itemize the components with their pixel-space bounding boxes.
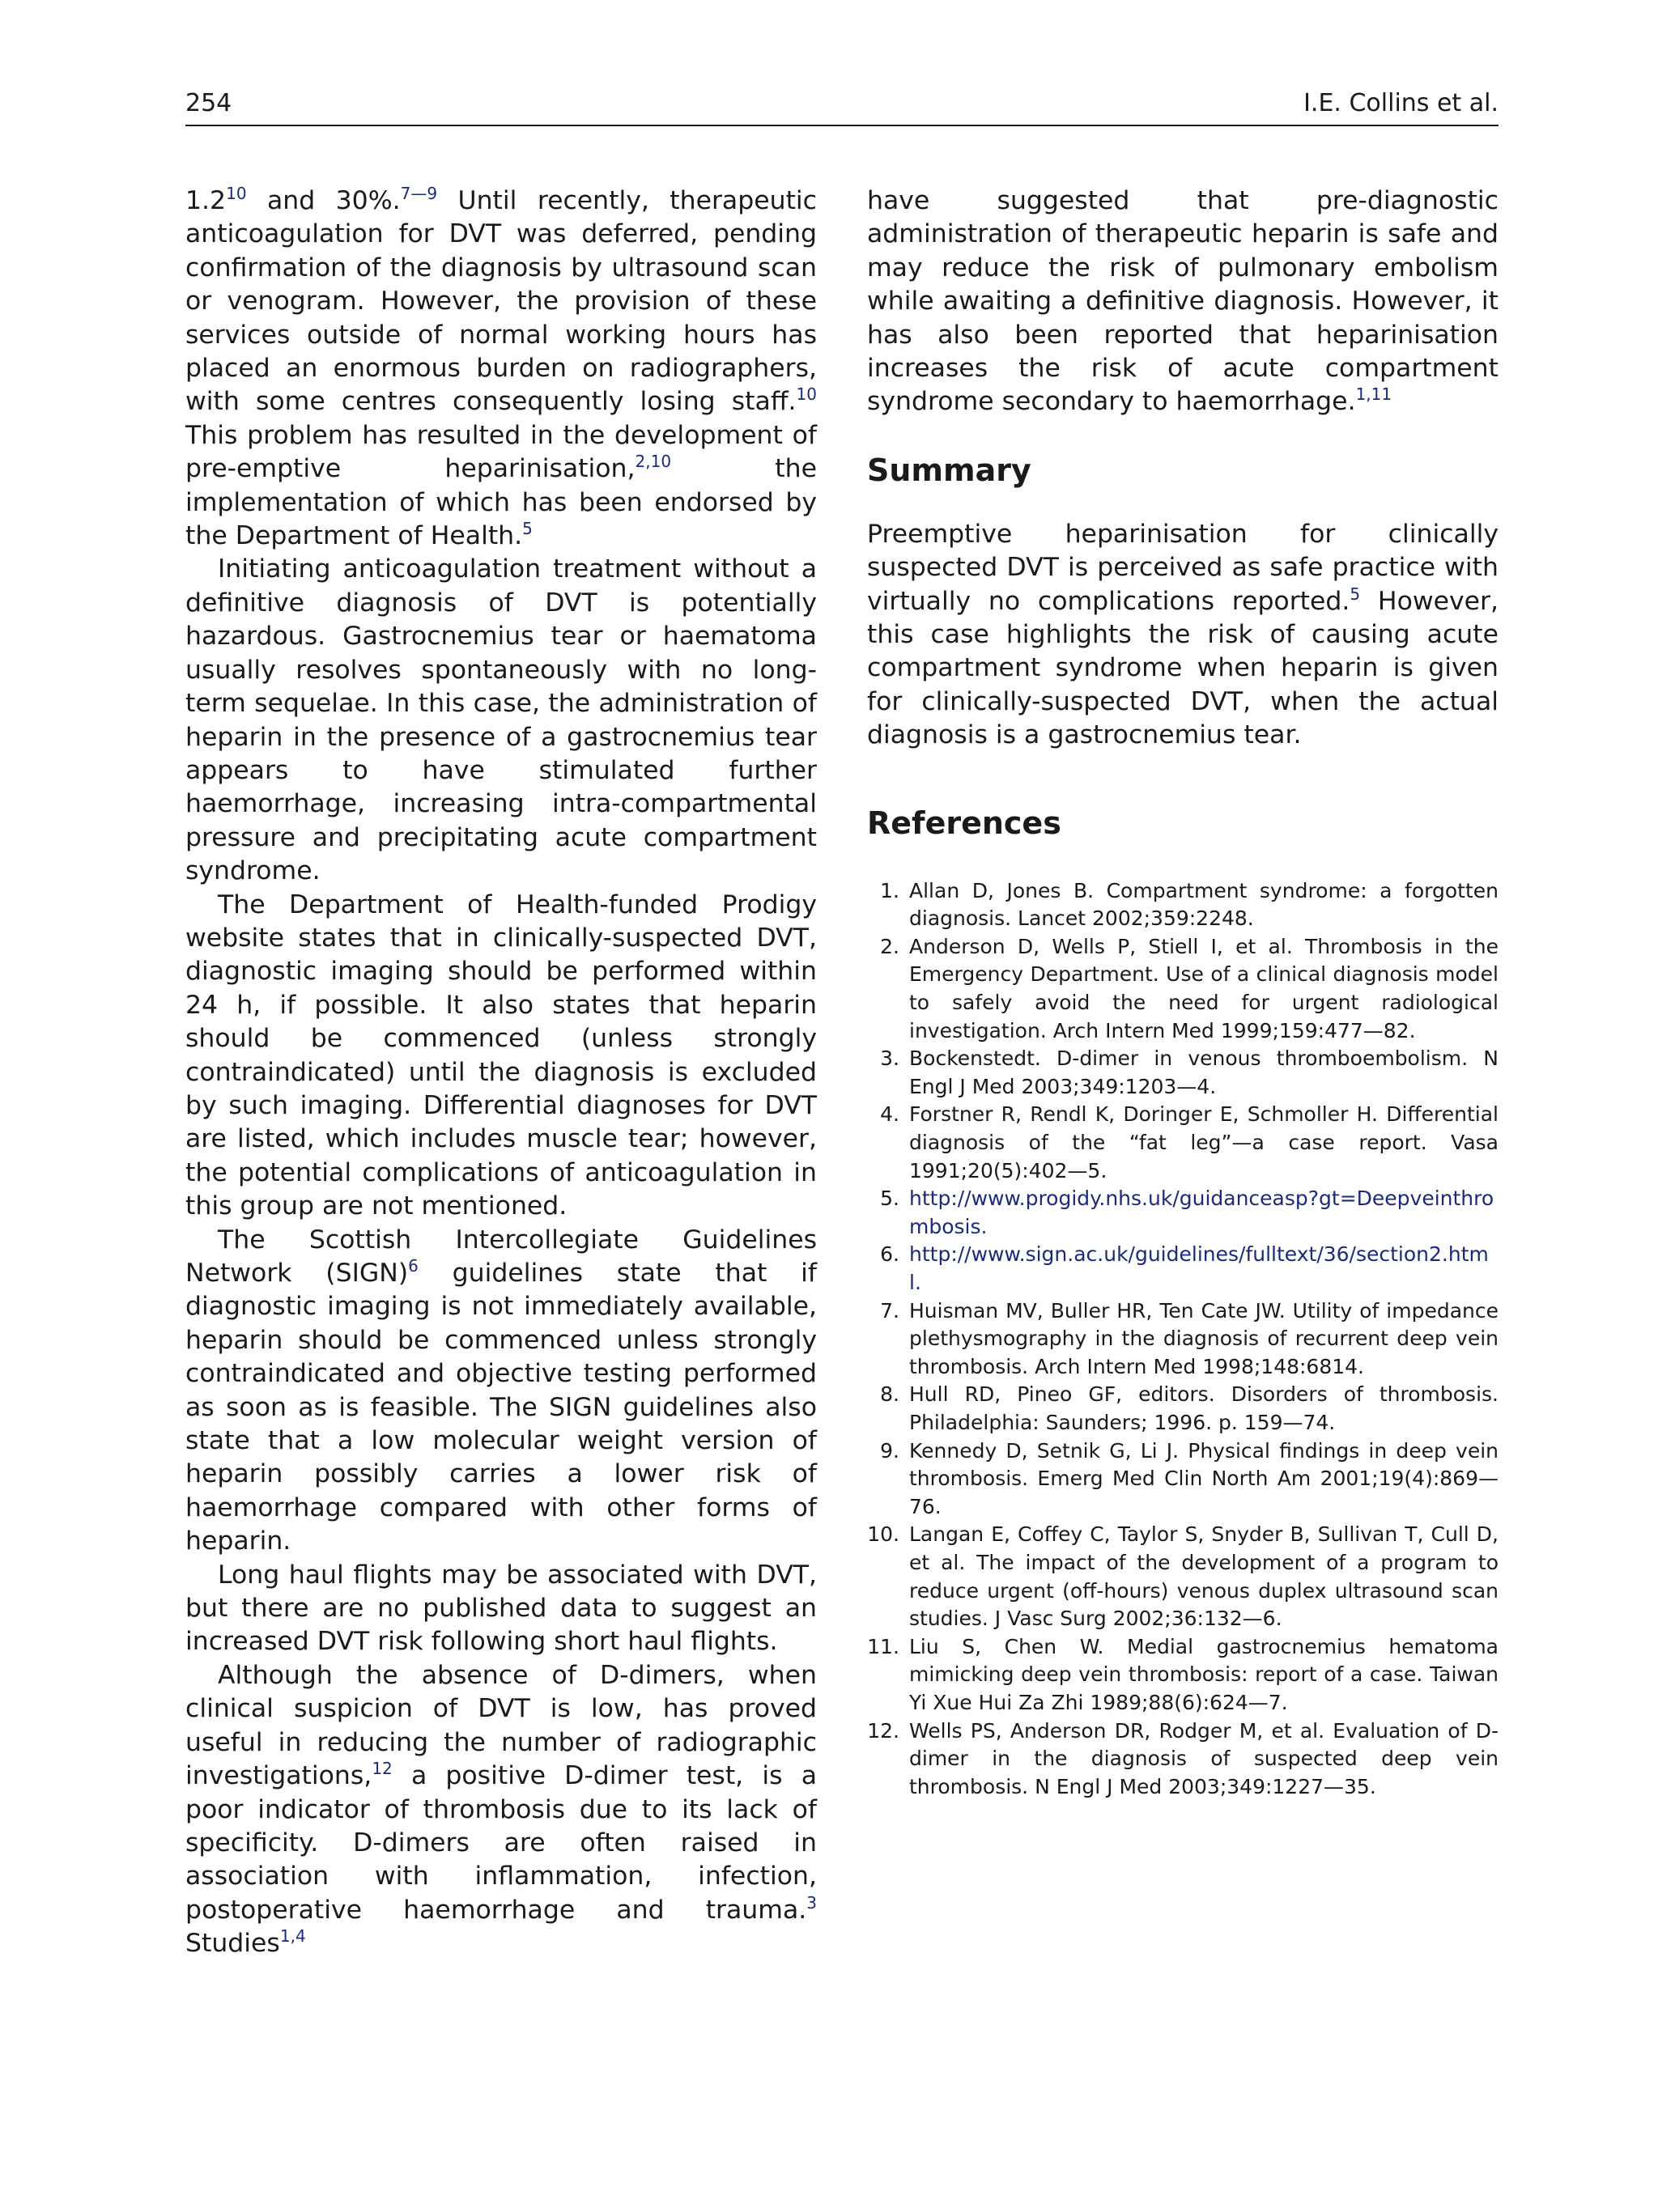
citation-link[interactable]: 10 [796,384,817,405]
reference-number: 2. [880,934,899,958]
citation-link[interactable]: 3 [806,1892,817,1913]
paragraph: Long haul flights may be associated with DVT, but there are no published data to suggest an increased DVT risk following short haul flights. [185,1560,817,1657]
text: and 30%. [246,186,401,215]
text: Preemptive heparinisation for clinically suspected DVT is perceived as safe practice with virtually no complications reported. [867,519,1499,616]
text: The Scottish Intercollegiate Guidelines Network (SIGN) [185,1225,817,1288]
reference-number: 3. [880,1047,899,1071]
paragraph: The Department of Health-funded Prodigy website states that in clinically-suspected DVT, diagnostic imaging should be performed within 24 h, if possible. It also states that heparin should be commenced (unless strongly contraindicated) until the diagnosis is excluded by such imaging. Differential diagnoses for DVT are listed, which includes muscle tear; however, the potential complications of anticoagulation in this group are not mentioned. [185,889,817,1221]
reference-number: 1. [880,878,899,902]
reference-text: Kennedy D, Setnik G, Li J. Physical findings in deep vein thrombosis. Emerg Med Clin North Am 2001;19(4):869—76. [909,1438,1499,1518]
text: have suggested that pre-diagnostic administration of therapeutic heparin is safe and may reduce the risk of pulmonary embolism while awaiting a definitive diagnosis. However, it has also been reported that heparinisation increases the risk of acute compartment syndrome secondary to haemorrhage. [867,186,1499,417]
reference-number: 11. [867,1634,899,1658]
references-heading: References [867,805,1061,841]
reference-number: 5. [880,1187,899,1211]
summary-paragraph [867,518,1499,753]
reference-text: Forstner R, Rendl K, Doringer E, Schmoller H. Differential diagnosis of the “fat leg”—a case report. Vasa 1991;20(5):402—5. [909,1102,1499,1182]
reference-number: 6. [880,1242,899,1267]
reference-text: Liu S, Chen W. Medial gastrocnemius hematoma mimicking deep vein thrombosis: report of a case. Taiwan Yi Xue Hui Za Zhi 1989;88(6):624—7. [909,1634,1499,1714]
paragraph [867,185,1499,419]
reference-item [867,1381,1499,1437]
page-number: 254 [185,89,232,117]
reference-text: Allan D, Jones B. Compartment syndrome: a forgotten diagnosis. Lancet 2002;359:2248. [909,878,1499,931]
citation-link[interactable]: 10 [226,184,247,203]
text: guidelines state that if diagnostic imaging is not immediately available, heparin should be commenced unless strongly contraindicated and objective testing performed as soon as is feasible. The SIGN guidelines also state that a low molecular weight version of heparin possibly carries a lower risk of haemorrhage compared with other forms of heparin. [185,1259,817,1556]
citation-link[interactable]: 5 [1350,584,1361,604]
reference-number: 4. [880,1102,899,1127]
text: Until recently, therapeutic anticoagulation for DVT was deferred, pending confirmation of the diagnosis by ultrasound scan or venogram. However, the provision of these services outside of normal working hours has placed an enormous burden on radiographers, with some centres consequently losing staff. [185,186,817,417]
reference-item [867,1297,1499,1382]
reference-number: 7. [880,1298,899,1323]
reference-item [867,1521,1499,1632]
reference-text: Langan E, Coffey C, Taylor S, Snyder B, Sullivan T, Cull D, et al. The impact of the development of a program to reduce urgent (off-hours) venous duplex ultrasound scan studies. J Vasc Surg 2002;36:132—6. [909,1522,1499,1631]
reference-url-link[interactable]: http://www.progidy.nhs.uk/guidanceasp?gt=Deepveinthrombosis. [909,1187,1494,1238]
citation-link[interactable]: 1,11 [1355,384,1392,405]
paragraph [185,1224,817,1559]
citation-link[interactable]: 7—9 [400,184,438,203]
summary-heading: Summary [867,452,1031,488]
left-column [185,185,817,1961]
paragraph [185,185,817,553]
running-authors: I.E. Collins et al. [1303,89,1499,117]
text: However, this case highlights the risk of causing acute compartment syndrome when heparin is given for clinically-suspected DVT, when the actual diagnosis is a gastrocnemius tear. [867,586,1499,750]
citation-link[interactable]: 1,4 [279,1926,306,1947]
reference-item [867,1241,1499,1297]
citation-link[interactable]: 5 [522,519,533,539]
paragraph [185,1659,817,1961]
text: Studies [185,1929,280,1959]
reference-text: Huisman MV, Buller HR, Ten Cate JW. Utility of impedance plethysmography in the diagnosis of recurrent deep vein thrombosis. Arch Intern Med 1998;148:6814. [909,1298,1499,1378]
reference-item [867,1101,1499,1185]
reference-url-link[interactable]: http://www.sign.ac.uk/guidelines/fulltext/36/section2.html. [909,1242,1489,1294]
reference-text: Wells PS, Anderson DR, Rodger M, et al. Evaluation of D-dimer in the diagnosis of suspected deep vein thrombosis. N Engl J Med 2003;349:1227—35. [909,1718,1499,1798]
citation-link[interactable]: 12 [372,1759,393,1779]
reference-item [867,1045,1499,1101]
text: This problem has resulted in the development of pre-emptive heparinisation, [185,420,817,484]
reference-item [867,877,1499,933]
reference-text: Hull RD, Pineo GF, editors. Disorders of thrombosis. Philadelphia: Saunders; 1996. p. 159—74. [909,1382,1499,1434]
reference-list [867,877,1499,1802]
paragraph: Initiating anticoagulation treatment without a definitive diagnosis of DVT is potentially hazardous. Gastrocnemius tear or haematoma usually resolves spontaneously with no long-term sequelae. In this case, the administration of heparin in the presence of a gastrocnemius tear appears to have stimulated further haemorrhage, increasing intra-compartmental pressure and precipitating acute compartment syndrome. [185,554,817,886]
text: a positive D-dimer test, is a poor indicator of thrombosis due to its lack of specificity. D-dimers are often raised in association with inflammation, infection, postoperative haemorrhage and trauma. [185,1761,817,1925]
text: Although the absence of D-dimers, when clinical suspicion of DVT is low, has proved useful in reducing the number of radiographic investigations, [185,1660,817,1791]
running-header [185,89,1499,126]
reference-number: 12. [867,1718,899,1743]
text: 1.2 [185,186,227,215]
reference-item [867,933,1499,1045]
reference-item [867,1185,1499,1241]
reference-item [867,1717,1499,1802]
text: the implementation of which has been endorsed by the Department of Health. [185,454,817,551]
reference-number: 8. [880,1382,899,1407]
right-column [867,185,1499,1801]
reference-text: Bockenstedt. D-dimer in venous thromboembolism. N Engl J Med 2003;349:1203—4. [909,1047,1499,1098]
reference-text: Anderson D, Wells P, Stiell I, et al. Thrombosis in the Emergency Department. Use of a clinical diagnosis model to safely avoid the need for urgent radiological investigation. Arch Intern Med 1999;159:477—82. [909,934,1499,1042]
reference-number: 10. [867,1522,899,1547]
reference-number: 9. [880,1438,899,1463]
reference-item [867,1437,1499,1522]
citation-link[interactable]: 6 [408,1256,419,1276]
citation-link[interactable]: 2,10 [635,452,672,472]
reference-item [867,1633,1499,1717]
